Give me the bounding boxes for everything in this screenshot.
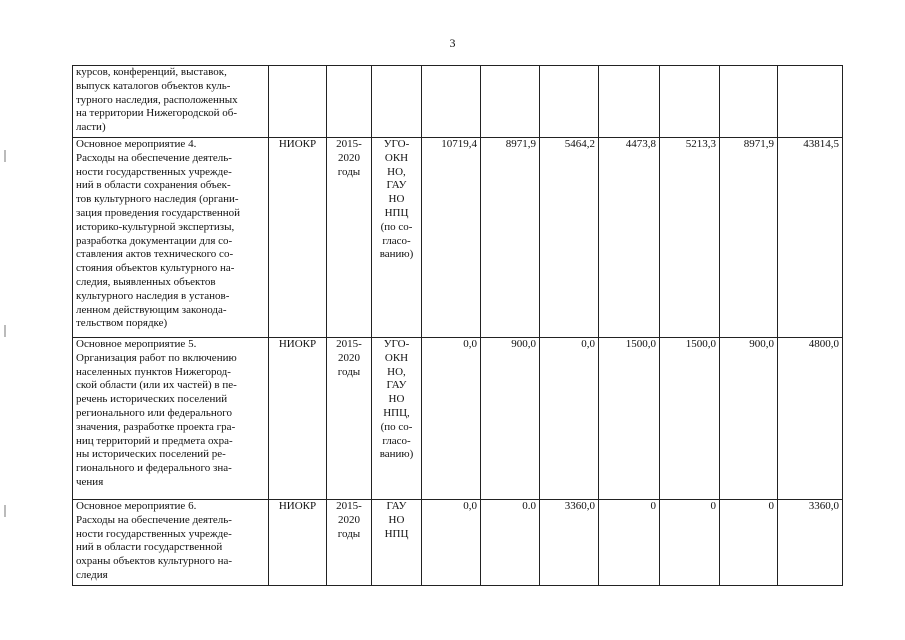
- funding-value: [599, 66, 660, 138]
- executor-line: ОКН: [384, 151, 409, 164]
- funding-value: 8971,9: [481, 138, 540, 338]
- description-line: турного наследия, расположенных: [76, 93, 238, 106]
- description-line: тельством порядке): [76, 317, 168, 330]
- description-line: охраны объектов культурного на-: [76, 555, 233, 568]
- executor-line: (по со-: [380, 420, 413, 433]
- executor-line: ванию): [379, 248, 414, 261]
- activity-executor: [372, 338, 422, 500]
- activity-period: [327, 338, 372, 500]
- description-line: стояния объектов культурного на-: [76, 262, 235, 275]
- funding-value: [660, 66, 720, 138]
- description-line: ской области (или их частей) в пе-: [76, 379, 237, 392]
- description-line: ний в области сохранения объек-: [76, 179, 231, 192]
- description-line: Расходы на обеспечение деятель-: [76, 151, 232, 164]
- description-line: ленном действующим законода-: [76, 303, 227, 316]
- description-line: на территории Нижегородской об-: [76, 107, 238, 120]
- funding-value: 0: [599, 500, 660, 586]
- funding-value: 900,0: [481, 338, 540, 500]
- description-line: чения: [76, 475, 104, 488]
- description-line: выпуск каталогов объектов куль-: [76, 79, 231, 92]
- table-row: [73, 338, 843, 500]
- description-line: гионального и федерального зна-: [76, 462, 232, 475]
- funding-value: 3360,0: [778, 500, 843, 586]
- description-line: ставления актов технического со-: [76, 248, 234, 261]
- executor-line: ГАУ: [386, 500, 407, 512]
- executor-line: НО: [388, 513, 405, 526]
- funding-value: 1500,0: [599, 338, 660, 500]
- executor-line: НПЦ,: [383, 406, 410, 419]
- description-line: курсов, конференций, выставок,: [76, 66, 227, 78]
- description-line: зация проведения государственной: [76, 206, 241, 219]
- executor-line: НПЦ: [384, 206, 409, 219]
- executor-line: гласо-: [382, 434, 411, 447]
- activity-type: НИОКР: [269, 500, 327, 586]
- funding-value: 4473,8: [599, 138, 660, 338]
- funding-value: 1500,0: [660, 338, 720, 500]
- executor-line: НО: [388, 393, 405, 406]
- description-line: следия: [76, 568, 108, 581]
- activity-period: [327, 66, 372, 138]
- funding-value: [422, 66, 481, 138]
- executor-line: НО: [388, 193, 405, 206]
- funding-value: 0,0: [540, 338, 599, 500]
- funding-value: 43814,5: [778, 138, 843, 338]
- funding-value: 0,0: [422, 338, 481, 500]
- activity-period: [327, 138, 372, 338]
- executor-line: НО,: [387, 165, 406, 178]
- period-line: 2015-: [336, 500, 362, 512]
- funding-value: 0: [720, 500, 778, 586]
- description-line: ласти): [76, 121, 106, 134]
- funding-value: 10719,4: [422, 138, 481, 338]
- activity-executor: [372, 138, 422, 338]
- description-line: Организация работ по включению: [76, 351, 237, 364]
- scan-mark: [4, 505, 6, 517]
- period-line: годы: [337, 527, 361, 540]
- activity-description: [73, 138, 269, 338]
- executor-line: (по со-: [380, 220, 413, 233]
- period-line: годы: [337, 165, 361, 178]
- executor-line: НПЦ: [384, 527, 409, 540]
- activity-description: [73, 66, 269, 138]
- scan-mark: [4, 150, 6, 162]
- program-activities-table: [72, 65, 843, 586]
- description-line: тов культурного наследия (органи-: [76, 193, 239, 206]
- description-line: населенных пунктов Нижегород-: [76, 365, 231, 378]
- executor-line: УГО-: [383, 338, 410, 350]
- funding-value: [481, 66, 540, 138]
- description-line: ний в области государственной: [76, 541, 223, 554]
- period-line: 2015-: [336, 338, 362, 350]
- description-line: Основное мероприятие 4.: [76, 138, 197, 150]
- table-body: [73, 66, 843, 586]
- description-line: культурного наследия в установ-: [76, 289, 230, 302]
- scan-mark: [4, 325, 6, 337]
- description-line: ности государственных учрежде-: [76, 527, 232, 540]
- page-number: 3: [449, 36, 456, 50]
- period-line: 2020: [338, 351, 360, 364]
- description-line: Основное мероприятие 6.: [76, 500, 197, 512]
- funding-value: [720, 66, 778, 138]
- period-line: годы: [337, 365, 361, 378]
- funding-value: 0: [660, 500, 720, 586]
- period-line: 2020: [338, 151, 360, 164]
- description-line: Расходы на обеспечение деятель-: [76, 513, 232, 526]
- period-line: 2015-: [336, 138, 362, 150]
- activity-type: НИОКР: [269, 338, 327, 500]
- executor-line: гласо-: [382, 234, 411, 247]
- description-line: ности государственных учрежде-: [76, 165, 232, 178]
- activity-type: НИОКР: [269, 138, 327, 338]
- period-line: 2020: [338, 513, 360, 526]
- funding-value: 3360,0: [540, 500, 599, 586]
- executor-line: ГАУ: [386, 379, 407, 392]
- table-row: [73, 138, 843, 338]
- executor-line: ГАУ: [386, 179, 407, 192]
- executor-line: УГО-: [383, 138, 410, 150]
- funding-value: 900,0: [720, 338, 778, 500]
- activity-period: [327, 500, 372, 586]
- funding-value: 4800,0: [778, 338, 843, 500]
- description-line: речень исторических поселений: [76, 393, 228, 406]
- table-row: [73, 500, 843, 586]
- activity-executor: [372, 500, 422, 586]
- funding-value: 5213,3: [660, 138, 720, 338]
- description-line: ны исторических поселений ре-: [76, 448, 226, 461]
- funding-value: 8971,9: [720, 138, 778, 338]
- activity-type: [269, 66, 327, 138]
- funding-value: [778, 66, 843, 138]
- description-line: историко-культурной экспертизы,: [76, 220, 235, 233]
- description-line: ниц территорий и предмета охра-: [76, 434, 233, 447]
- funding-value: 5464,2: [540, 138, 599, 338]
- funding-value: 0.0: [481, 500, 540, 586]
- description-line: значения, разработке проекта гра-: [76, 420, 236, 433]
- activity-executor: [372, 66, 422, 138]
- executor-line: ванию): [379, 448, 414, 461]
- executor-line: НО,: [387, 365, 406, 378]
- funding-value: 0,0: [422, 500, 481, 586]
- description-line: следия, выявленных объектов: [76, 275, 216, 288]
- activity-description: [73, 500, 269, 586]
- executor-line: ОКН: [384, 351, 409, 364]
- table-row: [73, 66, 843, 138]
- funding-value: [540, 66, 599, 138]
- description-line: регионального или федерального: [76, 406, 232, 419]
- activity-description: [73, 338, 269, 500]
- description-line: Основное мероприятие 5.: [76, 338, 197, 350]
- description-line: разработка документации для со-: [76, 234, 233, 247]
